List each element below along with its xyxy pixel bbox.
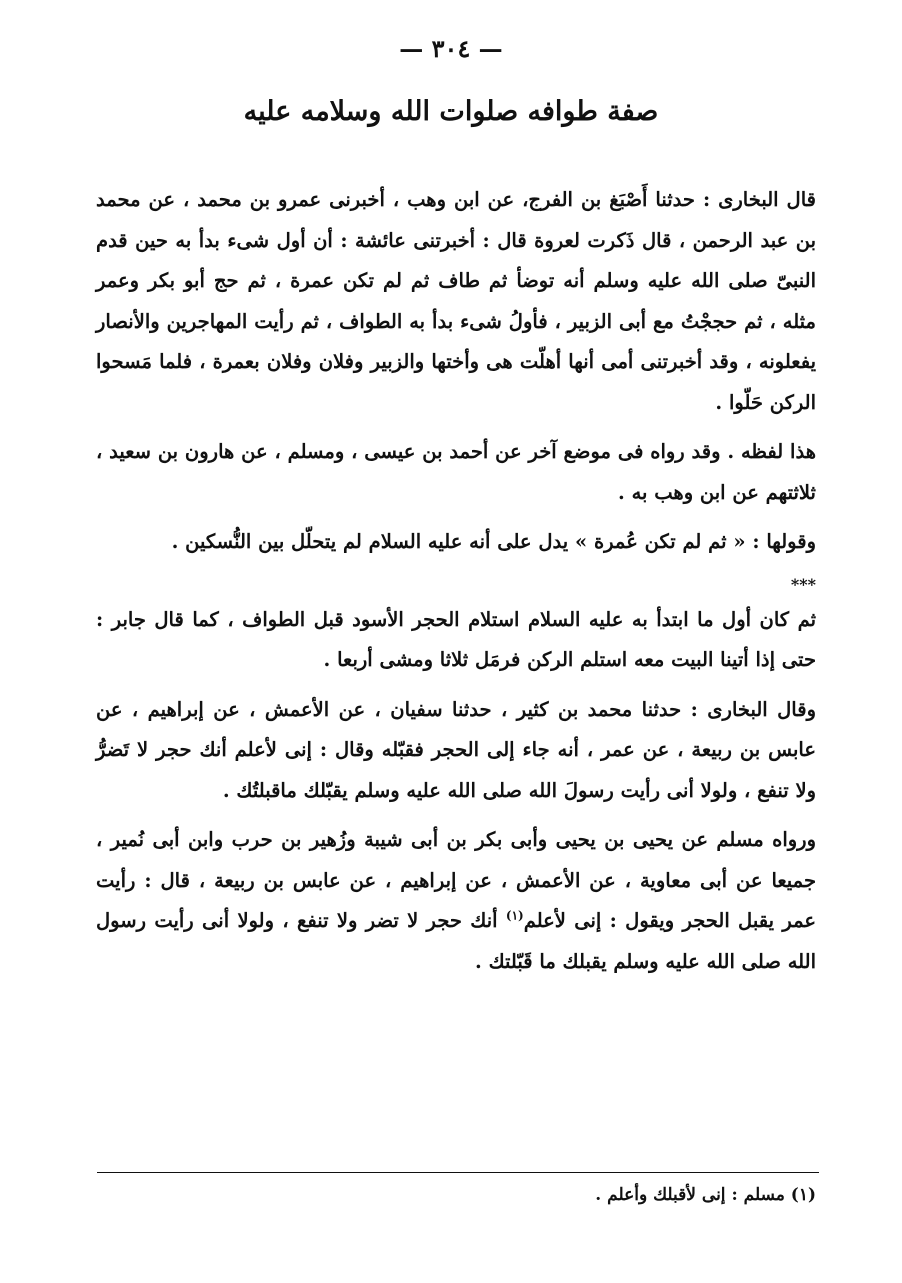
footnote-marker: (١) — [505, 908, 524, 923]
paragraph-with-footnote — [96, 820, 816, 982]
paragraph: هذا لفظه . وقد رواه فى موضع آخر عن أحمد بن عيسى ، ومسلم ، عن هارون بن سعيد ، ثلاثتهم عن ابن وهب به . — [96, 440, 816, 504]
page-number: — ٣٠٤ — — [399, 34, 503, 63]
paragraph: ثم كان أول ما ابتدأ به عليه السلام استلام الحجر الأسود قبل الطواف ، كما قال جابر : حتى إذا أتينا البيت معه استلم الركن فرمَل ثلاثا ومشى أربعا . — [96, 607, 816, 671]
paragraph-text-tail: أنك حجر لا تضر ولا تنفع ، ولولا أنى رأيت رسول الله صلى الله عليه وسلم يقبلك ما قَبّلتك . — [96, 909, 816, 973]
paragraph: وقال البخارى : حدثنا محمد بن كثير ، حدثنا سفيان ، عن الأعمش ، عن إبراهيم ، عن عابس بن ربيعة ، عن عمر ، أنه جاء إلى الحجر فقبّله وقال : إنى لأعلم أنك حجر لا تَضرُّ ولا تنفع ، ولولا أنى رأيت رسولَ الله صلى الله عليه وسلم يقبّلك ماقبلتُك . — [96, 697, 816, 802]
body-text — [96, 180, 816, 991]
section-heading: صفة طوافه صلوات الله وسلامه عليه — [243, 96, 659, 127]
footnote: (١) مسلم : إنى لأقبلك وأعلم . — [595, 1185, 816, 1205]
paragraph: قال البخارى : حدثنا أَصْبَغ بن الفرج، عن ابن وهب ، أخبرنى عمرو بن محمد ، عن محمد بن عبد الرحمن ، قال ذَكرت لعروة قال : أخبرتنى عائشة : أن أول شىء بدأ به حين قدم النبىّ صلى الله عليه وسلم أنه توضأ ثم طاف ثم لم تكن عمرة ، ثم حج أبو بكر وعمر مثله ، ثم حججْتُ مع أبى الزبير ، فأولُ شىء بدأ به الطواف ، ثم رأيت المهاجرين والأنصار يفعلونه ، وقد أخبرتنى أمى أنها أهلّت هى وأختها والزبير وفلان وفلان بعمرة ، فلما مَسحوا الركن حَلّوا . — [96, 188, 816, 414]
asterism-separator: *** — [790, 574, 816, 594]
paragraph-text: ورواه مسلم عن يحيى بن يحيى وأبى بكر بن أبى شيبة وزُهير بن حرب وابن أبى نُمير ، جميعا عن أبى معاوية ، عن الأعمش ، عن إبراهيم ، عن عابس بن ربيعة ، قال : رأيت عمر يقبل الحجر ويقول : إنى لأعلم — [96, 828, 816, 932]
paragraph: وقولها : « ثم لم تكن عُمرة » يدل على أنه عليه السلام لم يتحلّل بين النُّسكين . — [171, 530, 816, 553]
footnote-divider — [97, 1172, 819, 1173]
